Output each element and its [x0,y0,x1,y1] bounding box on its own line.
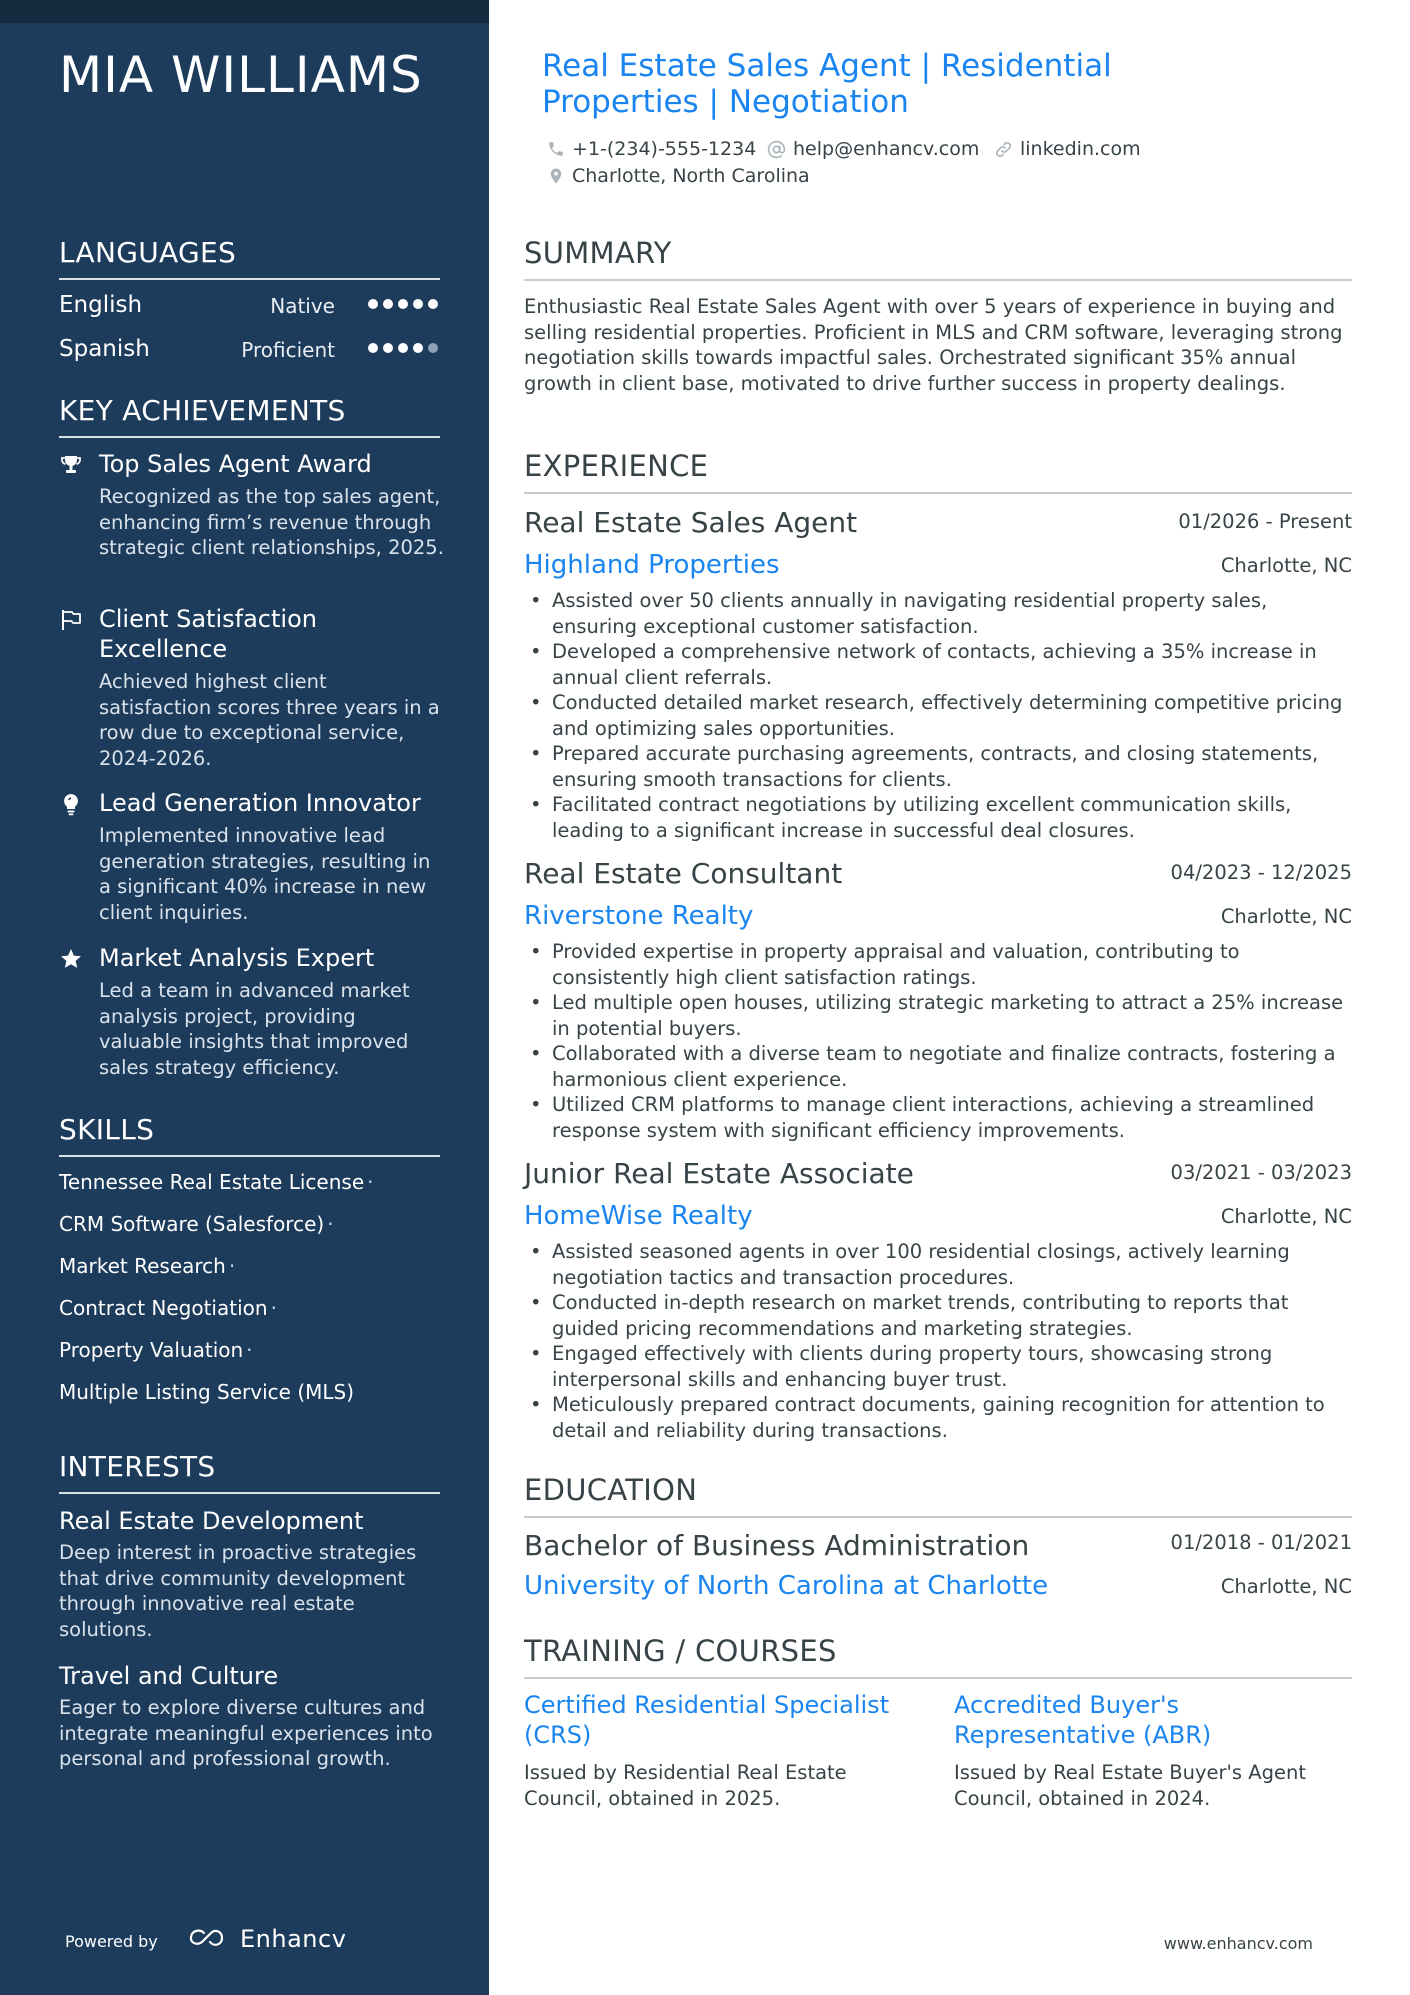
job-bullet: • Prepared accurate purchasing agreements, contracts, and closing statements, ensuring smooth transactions for clients. [524,741,1354,792]
skill-item [59,1296,277,1320]
job-title: Junior Real Estate Associate [524,1157,914,1190]
course-description: Issued by Residential Real Estate Council, obtained in 2025. [524,1761,847,1810]
skill-label: Contract Negotiation [59,1296,268,1320]
rating-dot [398,299,408,309]
languages-heading: LANGUAGES [59,236,440,280]
lightbulb-icon [59,792,83,816]
skills-heading: SKILLS [59,1113,440,1157]
skill-separator: · [228,1254,236,1278]
rating-dot [428,299,438,309]
achievement-title: Client Satisfaction Excellence [99,605,317,663]
school-name: University of North Carolina at Charlotte [524,1571,1049,1601]
course-item [954,1690,1324,1811]
rating-dot [368,343,378,353]
skill-item [59,1380,354,1404]
sidebar [0,0,489,1995]
linkedin-text: linkedin.com [1020,138,1141,160]
phone-text: +1-(234)-555-1234 [572,138,757,160]
contact-location [547,165,810,187]
job-dates: 01/2026 - Present [1178,510,1352,533]
education-heading: EDUCATION [524,1473,1352,1518]
job-bullet: • Conducted in-depth research on market trends, contributing to reports that guided pricing recommendations and marketing strategies. [524,1290,1354,1341]
job-dates: 03/2021 - 03/2023 [1170,1161,1352,1184]
achievement-description: Achieved highest client satisfaction scores three years in a row due to exceptional service, 2024-2026. [99,670,440,770]
star-icon [59,947,83,971]
location-pin-icon [547,166,565,186]
course-title: Certified Residential Specialist (CRS) [524,1691,890,1749]
rating-dot [413,343,423,353]
achievements-heading: KEY ACHIEVEMENTS [59,394,440,438]
achievement-item [59,604,444,771]
achievement-description: Recognized as the top sales agent, enhancing firm’s revenue through strategic client relationships, 2025. [99,485,444,559]
location-text: Charlotte, North Carolina [572,165,810,187]
rating-dot [383,343,393,353]
at-icon [767,140,786,159]
skill-item [59,1254,235,1278]
language-rating [368,299,438,309]
job-bullet: • Developed a comprehensive network of contacts, achieving a 35% increase in annual client referrals. [524,639,1354,690]
job-bullets [524,939,1354,1143]
interests-heading: INTERESTS [59,1450,440,1494]
education-dates: 01/2018 - 01/2021 [1170,1531,1352,1554]
rating-dot [368,299,378,309]
skill-separator: · [246,1338,253,1362]
email-text: help@enhancv.com [793,138,980,160]
enhancv-brand-name: Enhancv [240,1925,347,1953]
candidate-name: MIA WILLIAMS [59,46,423,104]
job-dates: 04/2023 - 12/2025 [1170,861,1352,884]
skill-separator: · [327,1212,334,1236]
language-name: English [59,292,143,318]
degree-title: Bachelor of Business Administration [524,1529,1030,1562]
skill-label: Property Valuation [59,1338,244,1362]
skill-item [59,1170,373,1194]
job-bullet: • Facilitated contract negotiations by utilizing excellent communication skills, leading to a significant increase in successful deal closures. [524,792,1354,843]
company-name: HomeWise Realty [524,1201,753,1231]
trophy-icon [59,453,83,477]
language-level: Proficient [241,338,335,362]
summary-text: Enthusiastic Real Estate Sales Agent with over 5 years of experience in buying and selling residential properties. Proficient in MLS and CRM software, leveraging strong negotiation skills towards impactful sales. Orchestrated significant 35% annual growth in client base, motivated to drive further success in property dealings. [524,295,1343,395]
flag-icon [59,608,83,632]
job-bullet: • Assisted seasoned agents in over 100 residential closings, actively learning negotiation tactics and transaction procedures. [524,1239,1354,1290]
phone-icon [547,140,565,158]
achievement-item [59,449,444,561]
rating-dot [383,299,393,309]
experience-heading: EXPERIENCE [524,449,1352,494]
skill-separator: · [367,1170,374,1194]
language-name: Spanish [59,336,150,362]
footer-website-link[interactable]: www.enhancv.com [1163,1934,1313,1953]
interest-title: Real Estate Development [59,1507,364,1535]
job-title: Real Estate Sales Agent [524,506,858,539]
sidebar-top-bar [0,0,489,23]
enhancv-logo-icon [184,1927,230,1951]
interest-description: Deep interest in proactive strategies that drive community development through innovative real estate solutions. [59,1541,417,1641]
achievement-description: Implemented innovative lead generation strategies, resulting in a significant 40% increase in new client inquiries. [99,824,431,924]
interest-description: Eager to explore diverse cultures and integrate meaningful experiences into personal and professional growth. [59,1696,433,1770]
rating-dot [398,343,408,353]
contact-email[interactable] [767,138,979,160]
rating-dot [413,299,423,309]
achievement-title: Lead Generation Innovator [99,789,421,817]
job-bullet: • Provided expertise in property appraisal and valuation, contributing to consistently high client satisfaction ratings. [524,939,1354,990]
achievement-item [59,788,444,925]
job-bullet: • Conducted detailed market research, effectively determining competitive pricing and optimizing sales opportunities. [524,690,1354,741]
skill-label: Multiple Listing Service (MLS) [59,1380,355,1404]
skill-label: Tennessee Real Estate License [59,1170,365,1194]
skill-item [59,1212,334,1236]
job-location: Charlotte, NC [1220,554,1352,577]
language-rating [368,343,438,353]
achievement-description: Led a team in advanced market analysis project, providing valuable insights that improved sales strategy efficiency. [99,979,410,1079]
skill-label: CRM Software (Salesforce) [59,1212,325,1236]
education-location: Charlotte, NC [1220,1575,1352,1598]
headline: Real Estate Sales Agent | Residential Properties | Negotiation [542,48,1112,120]
summary-heading: SUMMARY [524,236,1352,281]
contact-linkedin[interactable] [994,138,1141,160]
course-description: Issued by Real Estate Buyer's Agent Council, obtained in 2024. [954,1761,1306,1810]
job-bullet: • Led multiple open houses, utilizing strategic marketing to attract a 25% increase in potential buyers. [524,990,1354,1041]
job-location: Charlotte, NC [1220,905,1352,928]
interest-item [59,1506,449,1642]
rating-dot-empty [428,343,438,353]
enhancv-logo[interactable] [184,1925,346,1953]
achievement-item [59,943,444,1080]
skill-label: Market Research [59,1254,226,1278]
language-level: Native [270,294,335,318]
achievement-title: Market Analysis Expert [99,944,375,972]
job-bullet: • Collaborated with a diverse team to negotiate and finalize contracts, fostering a harmonious client experience. [524,1041,1354,1092]
link-icon [994,140,1013,159]
job-bullet: • Engaged effectively with clients during property tours, showcasing strong interpersonal skills and enhancing buyer trust. [524,1341,1354,1392]
training-heading: TRAINING / COURSES [524,1634,1352,1679]
interest-title: Travel and Culture [59,1662,279,1690]
skill-item [59,1338,253,1362]
job-bullet: • Utilized CRM platforms to manage client interactions, achieving a streamlined response system with significant efficiency improvements. [524,1092,1354,1143]
company-name: Riverstone Realty [524,901,754,931]
job-title: Real Estate Consultant [524,857,843,890]
language-row [59,292,440,322]
job-bullet: • Assisted over 50 clients annually in navigating residential property sales, ensuring exceptional customer satisfaction. [524,588,1354,639]
job-location: Charlotte, NC [1220,1205,1352,1228]
job-bullet: • Meticulously prepared contract documents, gaining recognition for attention to detail and reliability during transactions. [524,1392,1354,1443]
language-row [59,336,440,366]
interest-item [59,1661,449,1772]
powered-by-label: Powered by [65,1932,158,1951]
skill-separator: · [270,1296,277,1320]
job-bullets [524,1239,1354,1443]
company-name: Highland Properties [524,550,780,580]
course-item [524,1690,894,1811]
achievement-title: Top Sales Agent Award [99,450,372,478]
course-title: Accredited Buyer's Representative (ABR) [954,1691,1212,1749]
job-bullets [524,588,1354,843]
contact-phone[interactable] [547,138,756,160]
